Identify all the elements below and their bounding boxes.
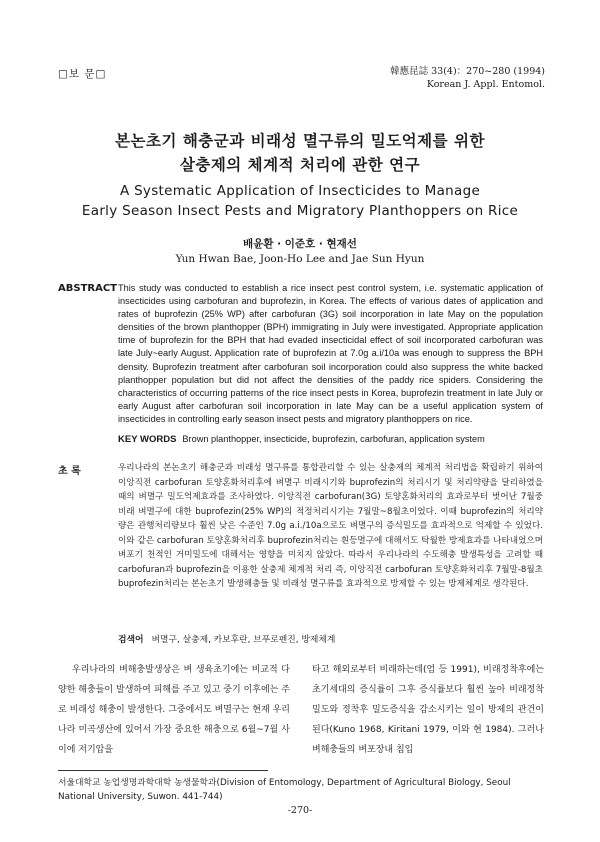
journal-citation <box>380 65 545 91</box>
title-ko-line2: 살충제의 체계적 처리에 관한 연구 <box>179 155 421 174</box>
body-right-column: 타고 해외로부터 비래하는데(엄 등 1991), 비래정착후에는 초기세대의 증식률이 그후 증식률보다 훨씬 높아 비래정착밀도와 정착후 밀도증식을 감소시키는 일이 방제의 관건이 된다(Kuno 1968, Kiritani 1979, 이와 현 1984). 그러나 벼해충들의 벼포장내 침입 <box>312 665 544 755</box>
body-left-column: 우리나라의 벼해충발생상은 벼 생육초기에는 비교적 다양한 해충들이 발생하여 피해를 주고 있고 중기 이후에는 주로 비래성 해충이 발생한다. 그중에서도 벼멸구는 현재 우리나라 미곡생산에 있어서 가장 중요한 해충으로 6월~7월 사이에 저기압을 <box>58 665 290 755</box>
keywords-en <box>118 434 543 445</box>
page-number: -270- <box>287 805 313 816</box>
abstract-label: ABSTRACT <box>58 283 117 294</box>
journal-ko: 韓應昆誌 33(4)：270~280 (1994) <box>390 66 545 77</box>
keywords-ko <box>118 632 543 645</box>
korean-abstract-label-text: 초 록 <box>58 466 81 477</box>
title-en-line2: Early Season Insect Pests and Migratory Planthoppers on Rice <box>81 203 519 219</box>
section-label: □보 문□ <box>58 68 107 80</box>
keywords-ko-label: 검색어 <box>118 635 144 645</box>
keywords-value: Brown planthopper, insecticide, buprofezin, carbofuran, application system <box>182 434 485 444</box>
korean-abstract-label <box>58 462 114 477</box>
journal-en: Korean J. Appl. Entomol. <box>426 79 545 90</box>
keywords-label: KEY WORDS <box>118 434 177 445</box>
affiliation-footnote: 서울대학교 농업생명과학대학 농생물학과(Division of Entomology, Department of Agricultural Biology, Seoul National University, Suwon. 441-744) <box>58 778 511 802</box>
title-en-line1: A Systematic Application of Insecticides to Manage <box>119 183 481 199</box>
abstract-text: This study was conducted to establish a rice insect pest control system, i.e. systematic application of insecticides using carbofuran and buprofezin, in Korea. The effects of various dates of application and rates of buprofezin (25% WP) after carbofuran (3G) soil incorporation in late May on the population densities of the brown planthopper (BPH) immigrating in July were investigated. Appropriate application time of buprofezin for the BPH that had evaded insecticidal effect of soil incorporated carbofuran was late July~early August. Application rate of buprofezin at 7.0g a.i/10a was enough to suppress the BPH density. Buprofezin treatment after carbofuran soil incorporation could also suppress the white backed planthopper population but did not affect the densities of the paddy rice spiders. Considering the characteristics of occurring patterns of the rice insect pests in Korea, buprofezin treatment in late July or early August after carbofuran soil incorporation in late May can be a useful application system of insecticides in controlling early season insect pests and migratory planthoppers on rice. <box>118 283 543 424</box>
footnote-divider <box>58 770 268 771</box>
authors-ko: 배윤환 · 이준호 · 현재선 <box>243 238 357 250</box>
keywords-ko-value: 벼멸구, 살충제, 카보후란, 브푸로펜진, 방제체계 <box>151 635 336 645</box>
title-ko-line1: 본논초기 해충군과 비래성 멸구류의 밀도억제를 위한 <box>115 131 485 150</box>
authors-en: Yun Hwan Bae, Joon-Ho Lee and Jae Sun Hyun <box>175 253 425 265</box>
korean-abstract-text: 우리나라의 본논초기 해충군과 비래성 멸구류를 통합관리할 수 있는 살충제의 체계적 처리법을 확립하기 위하여 이앙직전 carbofuran 토양혼화처리후에 벼멸구 비래시기와 buprofezin의 처리시기 및 처리약량을 달리하였을 때의 벼멸구 밀도억제효과를 조사하였다. 이앙직전 carbofuran(3G) 토양혼화처리의 효과로부터 벗어난 7월중 비래 벼멸구에 대한 buprofezin(25% WP)의 적정처리시기는 7월말~8월초이었다. 이때 buprofezin의 처리약량은 관행처리량보다 훨씬 낮은 수준인 7.0g a.i./10a으로도 벼멸구의 증식밀도를 효과적으로 억제할 수 있었다. 이와 같은 carbofuran 토양혼화처리후 buprofezin처리는 흰등멸구에 대해서도 탁월한 방제효과를 나타내었으며 벼포기 천적인 거미밀도에 대해서는 영향을 미치지 않았다. 따라서 우리나라의 수도해충 발생특성을 고려할 때 carbofuran과 buprofezin을 이용한 살충제 체계적 처리 즉, 이앙직전 carbofuran 토양혼화처리후 7월말-8월초 buprofezin처리는 본논초기 발생해충들 및 비래성 멸구류를 효과적으로 방제할 수 있는 방제체계로 생각된다. <box>118 463 543 589</box>
